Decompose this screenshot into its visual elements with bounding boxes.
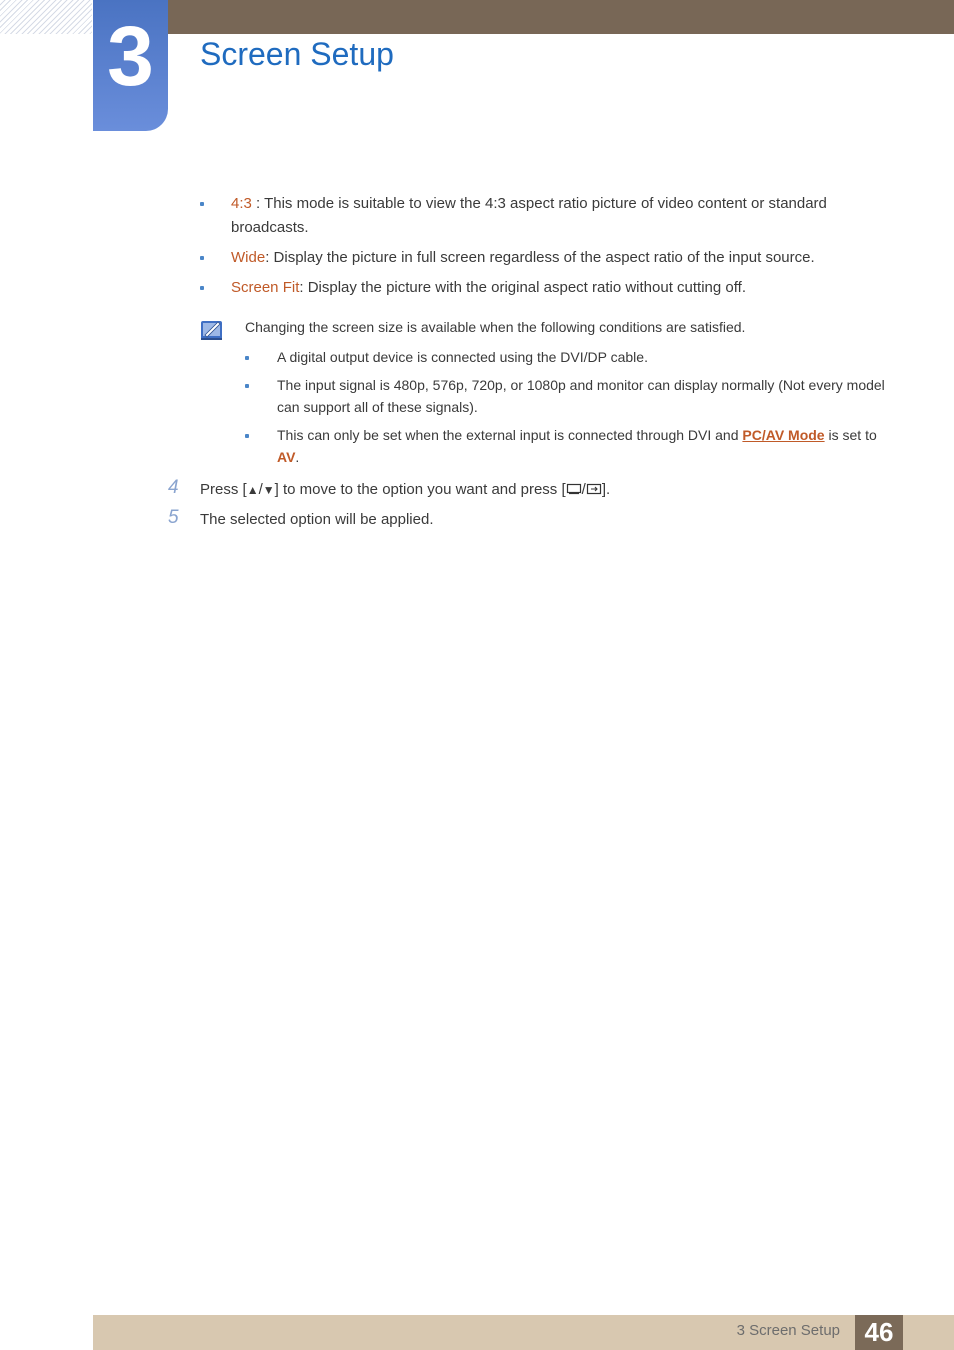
bullet-dot-icon (200, 286, 204, 290)
bullet-dot-icon (200, 256, 204, 260)
step-text: ]. (601, 481, 611, 498)
mode-description: : Display the picture with the original aspect ratio without cutting off. (299, 279, 746, 296)
enter-key-icon (566, 483, 582, 495)
list-item (245, 346, 890, 368)
mode-description: : Display the picture in full screen regardless of the aspect ratio of the input source. (265, 249, 815, 266)
footer-bar (93, 1315, 954, 1350)
condition-text: This can only be set when the external input is connected through DVI and (277, 427, 743, 443)
pc-av-mode-link[interactable]: PC/AV Mode (742, 427, 825, 443)
chapter-tab (93, 0, 168, 131)
footer-section-label: 3 Screen Setup (736, 1322, 840, 1339)
step-number: 4 (168, 477, 179, 498)
separator: / (581, 481, 586, 498)
step-number: 5 (168, 507, 179, 528)
step-text: ] to move to the option you want and press [ (274, 481, 566, 498)
source-key-icon (586, 483, 602, 495)
corner-hatch (0, 0, 92, 34)
step-list (168, 478, 888, 538)
mode-term: Screen Fit (231, 279, 300, 296)
list-item (245, 424, 890, 468)
condition-text: is set to (824, 427, 877, 443)
list-item (200, 246, 890, 270)
page-title: Screen Setup (200, 36, 394, 72)
page-number: 46 (855, 1315, 903, 1350)
note-text: Changing the screen size is available when the following conditions are satisfied. (245, 319, 746, 335)
bullet-dot-icon (245, 356, 249, 360)
mode-term: 4:3 (231, 195, 252, 212)
condition-text: The input signal is 480p, 576p, 720p, or 1080p and monitor can display normally (Not every model can support all of these signals). (277, 377, 885, 415)
condition-text: A digital output device is connected using the DVI/DP cable. (277, 349, 648, 365)
mode-list (200, 192, 890, 300)
step-text: Press [ (200, 481, 247, 498)
list-item (200, 276, 890, 300)
mode-description: : This mode is suitable to view the 4:3 aspect ratio picture of video content or standard broadcasts. (231, 195, 827, 236)
down-arrow-icon: ▼ (262, 483, 275, 497)
header-bar (168, 0, 954, 34)
bullet-dot-icon (245, 384, 249, 388)
list-item (200, 192, 890, 240)
condition-list (245, 346, 890, 468)
av-value: AV (277, 449, 296, 465)
up-arrow-icon: ▲ (246, 483, 259, 497)
step-item (168, 508, 888, 532)
note-block (200, 316, 890, 468)
chapter-number: 3 (107, 9, 154, 103)
note-pencil-icon (200, 318, 224, 342)
separator: / (258, 481, 263, 498)
main-content (200, 192, 890, 474)
mode-term: Wide (231, 249, 266, 266)
condition-text: . (295, 449, 300, 465)
bullet-dot-icon (245, 434, 249, 438)
step-item (168, 478, 888, 502)
list-item (245, 374, 890, 418)
step-text: The selected option will be applied. (200, 511, 434, 528)
bullet-dot-icon (200, 202, 204, 206)
